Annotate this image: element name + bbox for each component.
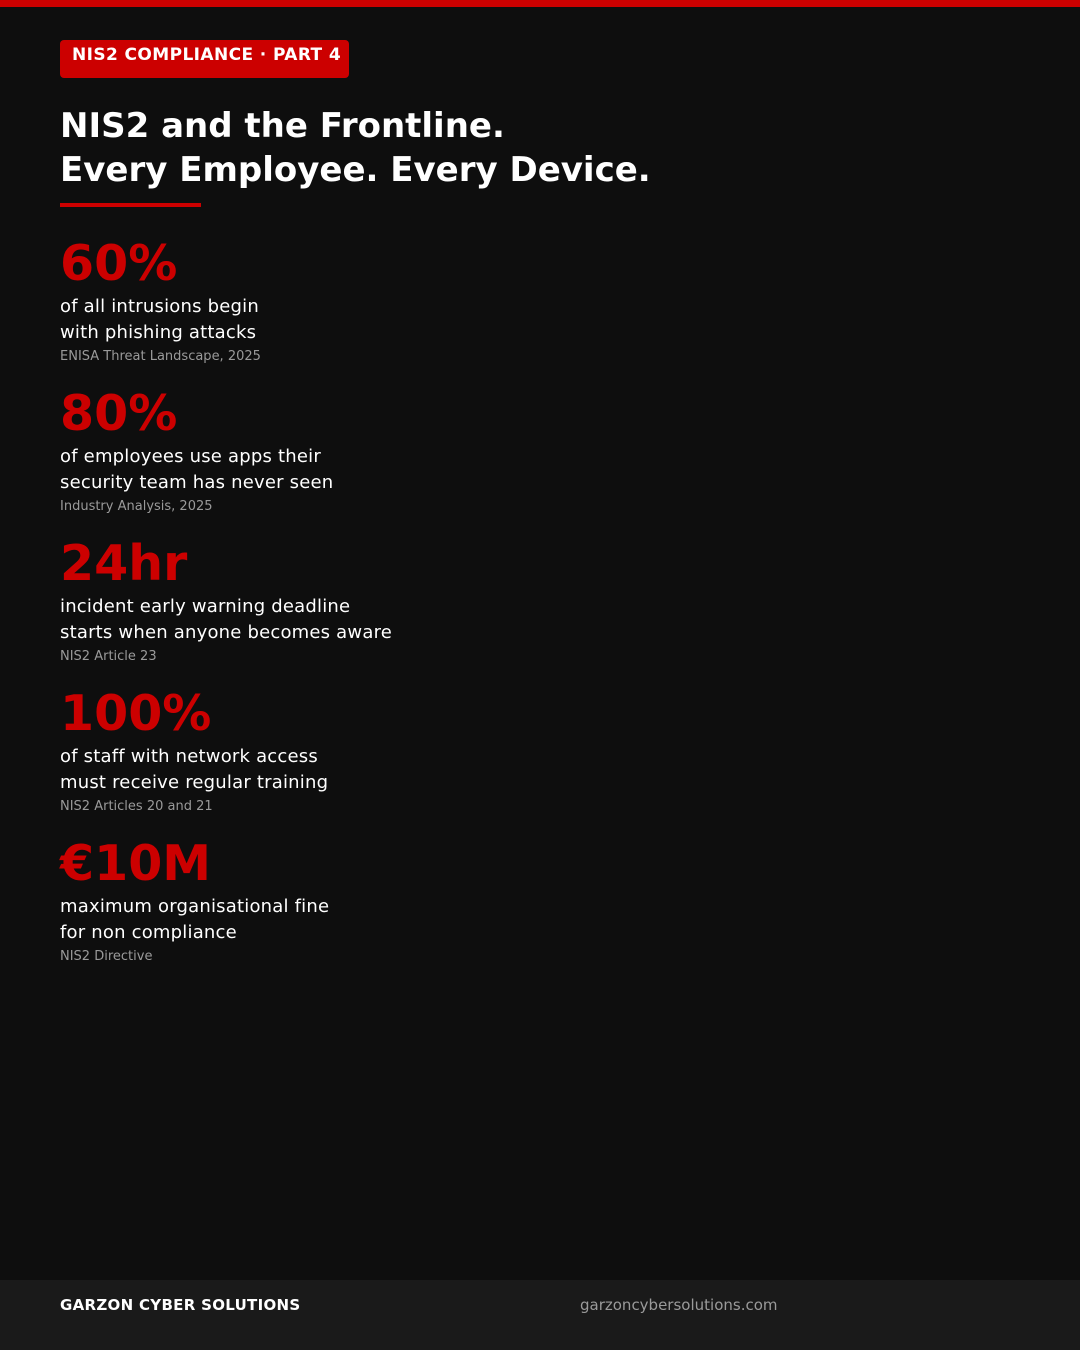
stat-item-phishing: [60, 232, 760, 382]
stat-description: [60, 894, 329, 946]
stat-source: ENISA Threat Landscape, 2025: [60, 349, 261, 364]
footer-website-url: garzoncybersolutions.com: [580, 1296, 778, 1314]
stat-source: NIS2 Article 23: [60, 649, 157, 664]
stats-list: [60, 232, 760, 982]
footer: [0, 1280, 1080, 1350]
stat-item-shadow-apps: [60, 382, 760, 532]
stat-description-line: maximum organisational fine: [60, 896, 330, 917]
stat-description-line: of employees use apps their: [60, 446, 321, 467]
stat-description: [60, 744, 328, 796]
stat-description-line: security team has never seen: [60, 472, 334, 493]
footer-brand-name: GARZON CYBER SOLUTIONS: [60, 1296, 301, 1314]
stat-description-line: of all intrusions begin: [60, 296, 259, 317]
stat-description-line: starts when anyone becomes aware: [60, 622, 393, 643]
page-title: [60, 104, 651, 192]
stat-value: 80%: [60, 385, 178, 442]
stat-description-line: of staff with network access: [60, 746, 318, 767]
stat-item-deadline: [60, 532, 760, 682]
stat-value: 100%: [60, 685, 212, 742]
series-badge: NIS2 COMPLIANCE · PART 4: [60, 40, 349, 78]
stat-description-line: incident early warning deadline: [60, 596, 351, 617]
stat-value: 24hr: [60, 535, 188, 592]
title-line-1: NIS2 and the Frontline.: [60, 106, 505, 146]
stat-description-line: for non compliance: [60, 922, 237, 943]
stat-value: 60%: [60, 235, 178, 292]
stat-description-line: must receive regular training: [60, 772, 329, 793]
stat-description-line: with phishing attacks: [60, 322, 257, 343]
stat-description: [60, 594, 392, 646]
title-line-2: Every Employee. Every Device.: [60, 150, 651, 190]
stat-source: Industry Analysis, 2025: [60, 499, 213, 514]
title-underline: [60, 203, 201, 207]
stat-description: [60, 294, 259, 346]
stat-item-fine: [60, 832, 760, 982]
stat-source: NIS2 Articles 20 and 21: [60, 799, 213, 814]
stat-value: €10M: [60, 835, 212, 892]
stat-description: [60, 444, 333, 496]
top-accent-bar: [0, 0, 1080, 7]
stat-item-training: [60, 682, 760, 832]
stat-source: NIS2 Directive: [60, 949, 153, 964]
